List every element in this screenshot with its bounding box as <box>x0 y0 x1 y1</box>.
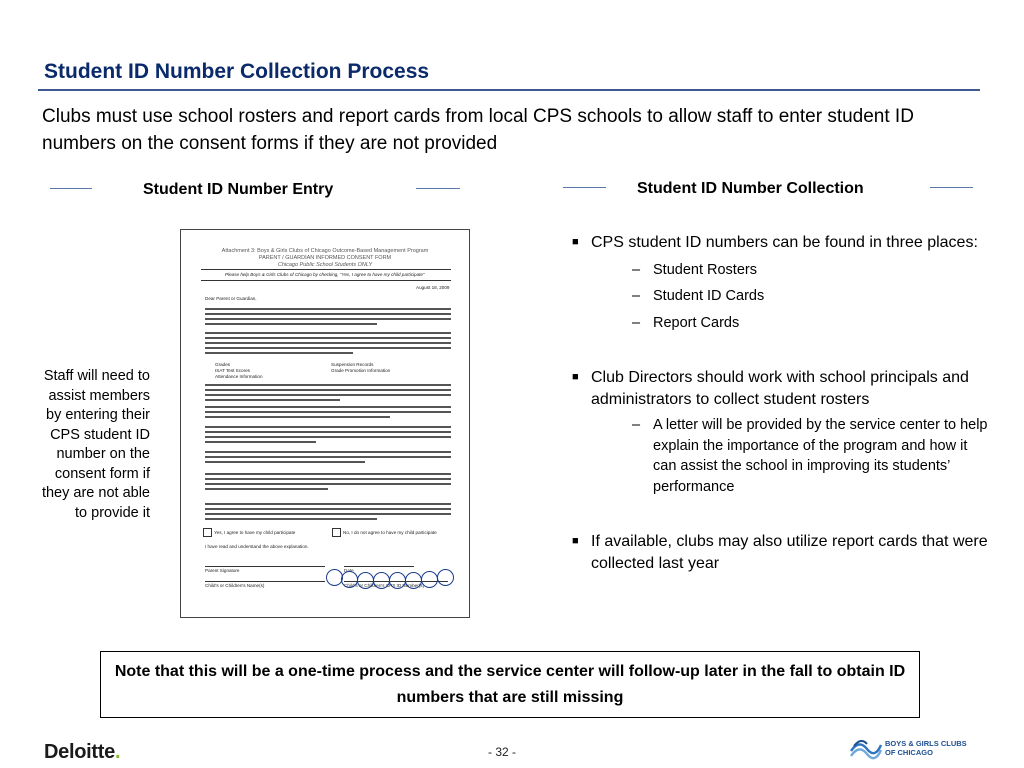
square-bullet-icon: ■ <box>572 371 579 383</box>
form-list-item: Suspension Records <box>331 362 374 367</box>
bullet-item <box>572 367 992 410</box>
form-header-line3: Chicago Public School Students ONLY <box>277 262 373 268</box>
collection-heading: Student ID Number Collection <box>637 180 864 197</box>
form-rule-top <box>201 269 451 270</box>
form-paragraph <box>205 503 451 523</box>
form-paragraph <box>205 451 451 466</box>
form-paragraph <box>205 384 451 404</box>
consent-form-thumbnail <box>180 229 470 618</box>
form-rule-second <box>201 280 451 281</box>
sub-bullet-item: – A letter will be provided by the service center to help explain the importance of the program and how it can assist the school in improving its students’ performance <box>632 417 988 495</box>
slide-title: Student ID Number Collection Process <box>44 60 430 83</box>
sub-bullet-item: – Report Cards <box>632 314 740 331</box>
sub-bullet-item: – Student Rosters <box>632 261 757 278</box>
bullet-text: CPS student ID numbers can be found in three places: <box>591 234 978 251</box>
id-digit-circle <box>421 571 438 588</box>
sub-bullet-item: – Student ID Cards <box>632 288 765 304</box>
page-number: - 32 - <box>488 745 517 759</box>
staff-assist-note: Staff will need to assist members by entering their CPS student ID number on the consent form if they are not able to provide it <box>41 368 150 521</box>
entry-heading: Student ID Number Entry <box>143 181 334 198</box>
form-paragraph <box>205 308 451 328</box>
form-list-item: Grade Promotion Information <box>331 368 391 373</box>
intro-text: Clubs must use school rosters and report cards from local CPS schools to allow staff to enter student ID numbers on the consent forms if they are not provided <box>42 106 914 154</box>
bgc-logo-text <box>885 740 967 757</box>
id-digit-circle <box>405 572 422 589</box>
bgc-logo-icon <box>849 737 883 761</box>
sub-bullet-text: Student Rosters <box>653 261 757 278</box>
form-list-item: Attendance Information <box>215 374 263 379</box>
bullet-item <box>572 232 992 254</box>
bgc-logo-line2: OF CHICAGO <box>885 747 933 757</box>
bullet-text: Club Directors should work with school principals and administrators to collect student rosters <box>591 369 969 408</box>
one-time-process-note: Note that this will be a one-time process and the service center will follow-up later in the fall to obtain ID numbers that are still missing <box>100 651 920 718</box>
heading-rule-left-b <box>416 188 460 189</box>
id-digit-circle <box>373 572 390 589</box>
id-digit-circle <box>357 572 374 589</box>
deloitte-wordmark: Deloitte <box>44 741 115 763</box>
form-sig-parent: Parent Signature <box>205 568 240 573</box>
bgc-logo-line1: BOYS & GIRLS CLUBS <box>885 739 967 748</box>
form-sig-line-child <box>205 581 325 582</box>
form-header-line1: Attachment 3: Boys & Girls Clubs of Chicago Outcome-Based Management Program <box>221 248 429 254</box>
form-paragraph <box>205 332 451 357</box>
form-paragraph <box>205 406 451 421</box>
title-divider <box>38 89 980 91</box>
form-date: August 18, 2009 <box>416 285 450 290</box>
form-list-item: Grades <box>215 362 231 367</box>
form-list-right <box>331 362 390 374</box>
square-bullet-icon: ■ <box>572 535 579 547</box>
heading-rule-right-b <box>930 187 973 188</box>
form-yes-checkbox <box>203 528 212 537</box>
sub-bullet-text: Student ID Cards <box>653 288 765 304</box>
form-confirm: I have read and understand the above explanation. <box>205 544 309 549</box>
sub-bullet-text: A letter will be provided by the service center to help explain the importance of the program and how it can assist the school in improving its students’ performance <box>653 417 988 495</box>
form-yes-label: Yes, I agree to have my child participate <box>214 530 296 535</box>
form-sig-cps: Child's or Children's CPS ID Number(s) <box>344 583 425 588</box>
form-no-checkbox <box>332 528 341 537</box>
form-instruction: Please help Boys & Girls Clubs of Chicago by checking, "Yes, I agree to have my child participate" <box>225 272 425 277</box>
collection-bullets <box>572 232 992 574</box>
id-digit-circle <box>389 572 406 589</box>
id-digit-circle <box>341 571 358 588</box>
form-list-item: ISAT Test Scores <box>215 368 250 373</box>
form-sig-date: Date <box>344 568 354 573</box>
form-sig-line-parent <box>205 566 325 567</box>
sub-bullet-text: Report Cards <box>653 314 740 331</box>
form-sig-line-date <box>344 566 414 567</box>
form-paragraph <box>205 426 451 446</box>
square-bullet-icon: ■ <box>572 236 579 248</box>
deloitte-logo <box>44 741 120 764</box>
heading-rule-left-a <box>50 188 92 189</box>
form-header <box>181 248 469 269</box>
form-salutation: Dear Parent or Guardian, <box>205 296 257 301</box>
id-digit-circle <box>437 569 454 586</box>
deloitte-dot: . <box>114 741 121 763</box>
form-sig-child: Child's or Children's Name(s) <box>205 583 265 588</box>
bullet-item <box>572 531 992 574</box>
form-header-line2: PARENT / GUARDIAN INFORMED CONSENT FORM <box>258 255 392 261</box>
form-list-left <box>215 362 263 380</box>
form-paragraph <box>205 473 451 493</box>
bullet-text: If available, clubs may also utilize report cards that were collected last year <box>591 533 988 572</box>
form-no-label: No, I do not agree to have my child participate <box>343 530 437 535</box>
heading-rule-right-a <box>563 187 606 188</box>
